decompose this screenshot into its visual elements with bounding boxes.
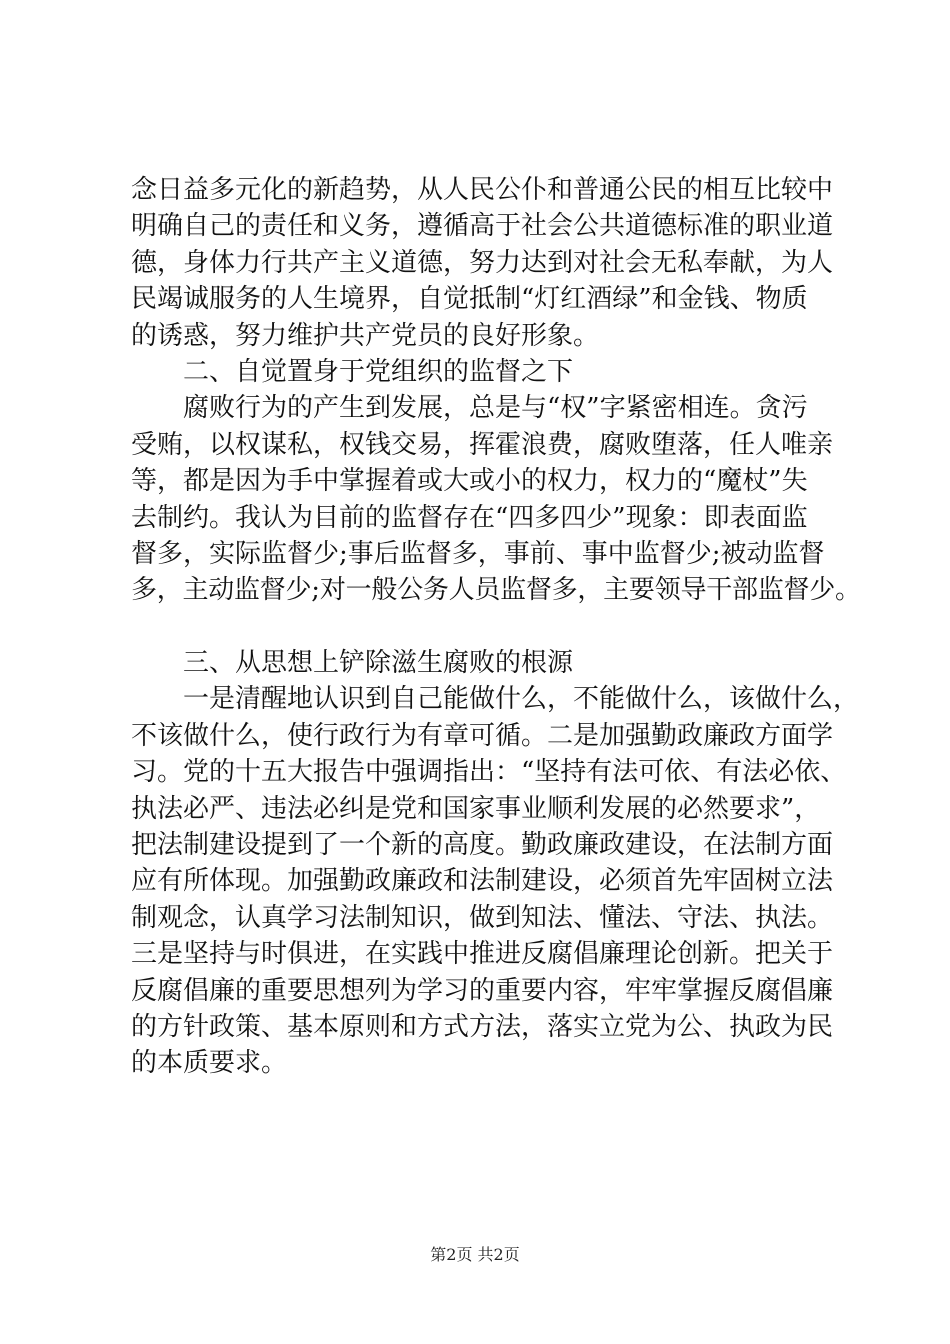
text-line: 去制约。我认为目前的监督存在“四多四少”现象：即表面监: [131, 502, 808, 533]
text-line: 制观念，认真学习法制知识，做到知法、懂法、守法、执法。: [131, 902, 834, 933]
text-line: 德，身体力行共产主义道德，努力达到对社会无私奉献，为人: [131, 247, 834, 278]
text-line: 执法必严、违法必纠是党和国家事业顺利发展的必然要求”，: [131, 793, 821, 824]
page-number-label: 第2页 共2页: [430, 1245, 520, 1264]
text-line: 的方针政策、基本原则和方式方法，落实立党为公、执政为民: [131, 1011, 834, 1042]
text-line: 反腐倡廉的重要思想列为学习的重要内容，牢牢掌握反腐倡廉: [131, 975, 834, 1006]
section-heading-3: 三、从思想上铲除滋生腐败的根源: [131, 648, 574, 679]
blank-line: [131, 609, 861, 645]
text-line: 受贿，以权谋私，权钱交易，挥霍浪费，腐败堕落，任人唯亲: [131, 429, 834, 460]
text-line: 的本质要求。: [131, 1048, 288, 1079]
section-heading-2: 二、自觉置身于党组织的监督之下: [131, 356, 574, 387]
text-line: 念日益多元化的新趋势，从人民公仆和普通公民的相互比较中: [131, 175, 834, 205]
text-line: 腐败行为的产生到发展，总是与“权”字紧密相连。贪污: [131, 393, 808, 424]
text-line: 督多，实际监督少;事后监督多，事前、事中监督少;被动监督: [131, 538, 825, 569]
text-line: 把法制建设提到了一个新的高度。勤政廉政建设，在法制方面: [131, 830, 834, 861]
text-line: 不该做什么，使行政行为有章可循。二是加强勤政廉政方面学: [131, 720, 834, 751]
text-line: 一是清醒地认识到自己能做什么，不能做什么，该做什么，: [131, 684, 860, 715]
text-line: 多，主动监督少;对一般公务人员监督多，主要领导干部监督少。: [131, 575, 861, 606]
document-body: [131, 172, 861, 1082]
text-line: 习。党的十五大报告中强调指出：“坚持有法可依、有法必依、: [131, 757, 847, 788]
text-line: 应有所体现。加强勤政廉政和法制建设，必须首先牢固树立法: [131, 866, 834, 897]
text-line: 明确自己的责任和义务，遵循高于社会公共道德标准的职业道: [131, 211, 834, 242]
text-line: 的诱惑，努力维护共产党员的良好形象。: [131, 320, 600, 351]
text-line: 三是坚持与时俱进，在实践中推进反腐倡廉理论创新。把关于: [131, 939, 834, 970]
text-line: 民竭诚服务的人生境界，自觉抵制“灯红酒绿”和金钱、物质: [131, 284, 808, 315]
text-line: 等，都是因为手中掌握着或大或小的权力，权力的“魔杖”失: [131, 466, 808, 497]
page-footer: [0, 1244, 950, 1266]
